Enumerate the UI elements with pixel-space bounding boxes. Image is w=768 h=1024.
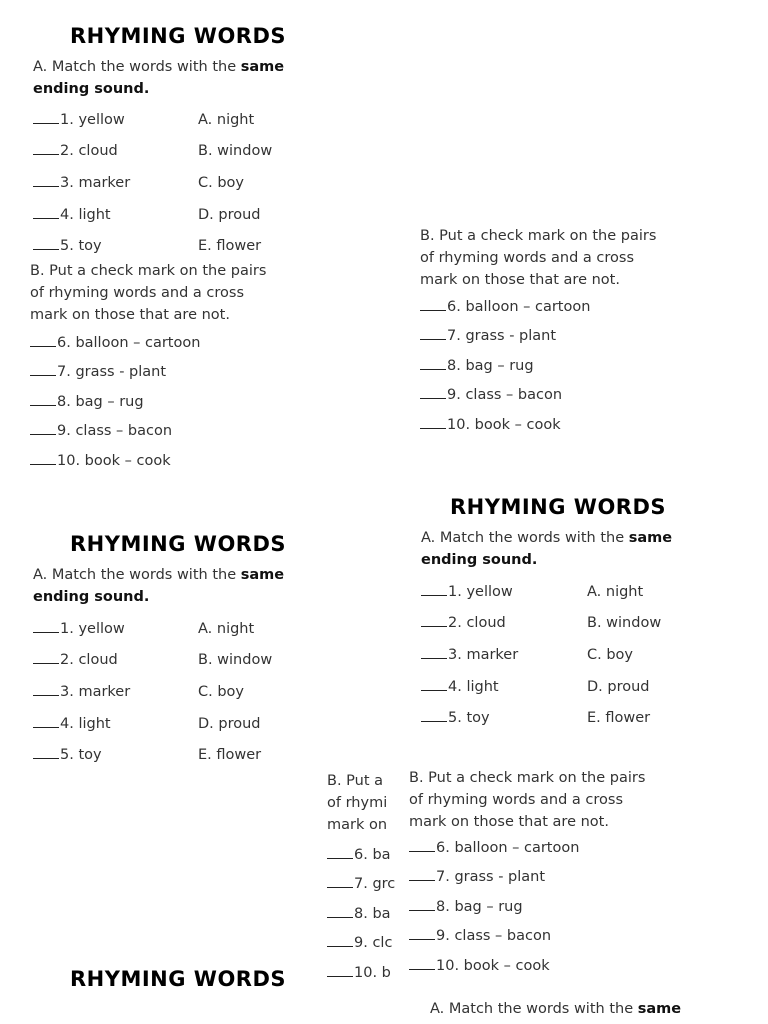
answer-blank xyxy=(30,374,56,376)
match-option: B. window xyxy=(198,652,273,668)
part-a-instruction: A. Match the words with the same ending sound. xyxy=(421,530,673,568)
part-a-instruction: A. Match the words with the same xyxy=(430,1001,682,1017)
answer-blank xyxy=(33,662,59,664)
match-item: 2. cloud xyxy=(33,143,118,159)
match-item: 3. marker xyxy=(421,647,518,663)
match-item: 4. light xyxy=(33,716,111,732)
answer-blank xyxy=(33,153,59,155)
match-option: C. boy xyxy=(198,175,244,191)
match-option: A. night xyxy=(198,621,255,637)
part-b-instruction: B. Put a check mark on the pairs of rhyming words and a cross mark on those that are not. xyxy=(30,263,267,323)
worksheet-title: RHYMING WORDS xyxy=(70,967,287,991)
check-item-fragment: 8. ba xyxy=(327,906,391,922)
check-item: 8. bag – rug xyxy=(409,899,523,915)
match-option: B. window xyxy=(587,615,662,631)
match-option: C. boy xyxy=(198,684,244,700)
answer-blank xyxy=(30,345,56,347)
answer-blank xyxy=(420,309,446,311)
worksheet-title: RHYMING WORDS xyxy=(70,24,287,48)
answer-blank xyxy=(33,694,59,696)
answer-blank xyxy=(33,757,59,759)
match-option: C. boy xyxy=(587,647,633,663)
match-item: 4. light xyxy=(421,679,499,695)
match-item: 5. toy xyxy=(33,238,102,254)
worksheet-title: RHYMING WORDS xyxy=(70,532,287,556)
answer-blank xyxy=(33,217,59,219)
answer-blank xyxy=(327,916,353,918)
match-item: 1. yellow xyxy=(33,621,125,637)
answer-blank xyxy=(420,368,446,370)
answer-blank xyxy=(30,463,56,465)
check-item: 7. grass - plant xyxy=(30,364,166,380)
match-item: 2. cloud xyxy=(33,652,118,668)
answer-blank xyxy=(421,625,447,627)
check-item: 9. class – bacon xyxy=(420,387,562,403)
answer-blank xyxy=(420,338,446,340)
worksheet-title: RHYMING WORDS xyxy=(450,495,667,519)
answer-blank xyxy=(33,248,59,250)
match-item: 5. toy xyxy=(33,747,102,763)
match-item: 5. toy xyxy=(421,710,490,726)
match-option: E. flower xyxy=(198,747,262,763)
answer-blank xyxy=(33,726,59,728)
match-option: D. proud xyxy=(198,207,261,223)
match-item: 1. yellow xyxy=(33,112,125,128)
check-item-fragment: 6. ba xyxy=(327,847,391,863)
match-item: 4. light xyxy=(33,207,111,223)
answer-blank xyxy=(30,433,56,435)
check-item: 6. balloon – cartoon xyxy=(30,335,200,351)
check-item: 7. grass - plant xyxy=(420,328,556,344)
check-item: 6. balloon – cartoon xyxy=(409,840,579,856)
answer-blank xyxy=(327,886,353,888)
check-item-fragment: 10. b xyxy=(327,965,391,981)
answer-blank xyxy=(33,631,59,633)
check-item: 7. grass - plant xyxy=(409,869,545,885)
answer-blank xyxy=(409,850,435,852)
answer-blank xyxy=(421,720,447,722)
answer-blank xyxy=(409,879,435,881)
match-option: A. night xyxy=(587,584,644,600)
check-item: 9. class – bacon xyxy=(30,423,172,439)
answer-blank xyxy=(421,689,447,691)
answer-blank xyxy=(327,975,353,977)
check-item: 10. book – cook xyxy=(420,417,561,433)
check-item: 10. book – cook xyxy=(30,453,171,469)
answer-blank xyxy=(421,657,447,659)
part-a-instruction: A. Match the words with the same ending sound. xyxy=(33,59,285,97)
match-option: E. flower xyxy=(198,238,262,254)
answer-blank xyxy=(420,397,446,399)
check-item: 9. class – bacon xyxy=(409,928,551,944)
answer-blank xyxy=(327,945,353,947)
answer-blank xyxy=(421,594,447,596)
answer-blank xyxy=(30,404,56,406)
answer-blank xyxy=(420,427,446,429)
match-option: D. proud xyxy=(587,679,650,695)
answer-blank xyxy=(409,968,435,970)
match-option: D. proud xyxy=(198,716,261,732)
check-item: 8. bag – rug xyxy=(30,394,144,410)
answer-blank xyxy=(409,938,435,940)
match-item: 2. cloud xyxy=(421,615,506,631)
check-item: 8. bag – rug xyxy=(420,358,534,374)
match-option: B. window xyxy=(198,143,273,159)
answer-blank xyxy=(327,857,353,859)
match-option: A. night xyxy=(198,112,255,128)
match-item: 3. marker xyxy=(33,684,130,700)
match-item: 1. yellow xyxy=(421,584,513,600)
check-item-fragment: 9. clc xyxy=(327,935,392,951)
answer-blank xyxy=(409,909,435,911)
part-b-instruction-fragment: B. Put a of rhymi mark on xyxy=(327,773,388,833)
part-b-instruction: B. Put a check mark on the pairs of rhyming words and a cross mark on those that are not. xyxy=(409,765,645,833)
part-b-instruction: B. Put a check mark on the pairs of rhyming words and a cross mark on those that are not. xyxy=(420,228,657,288)
check-item: 10. book – cook xyxy=(409,958,550,974)
check-item-fragment: 7. grc xyxy=(327,876,395,892)
match-option: E. flower xyxy=(587,710,651,726)
check-item: 6. balloon – cartoon xyxy=(420,299,590,315)
part-a-instruction: A. Match the words with the same ending sound. xyxy=(33,567,285,605)
answer-blank xyxy=(33,122,59,124)
match-item: 3. marker xyxy=(33,175,130,191)
answer-blank xyxy=(33,185,59,187)
